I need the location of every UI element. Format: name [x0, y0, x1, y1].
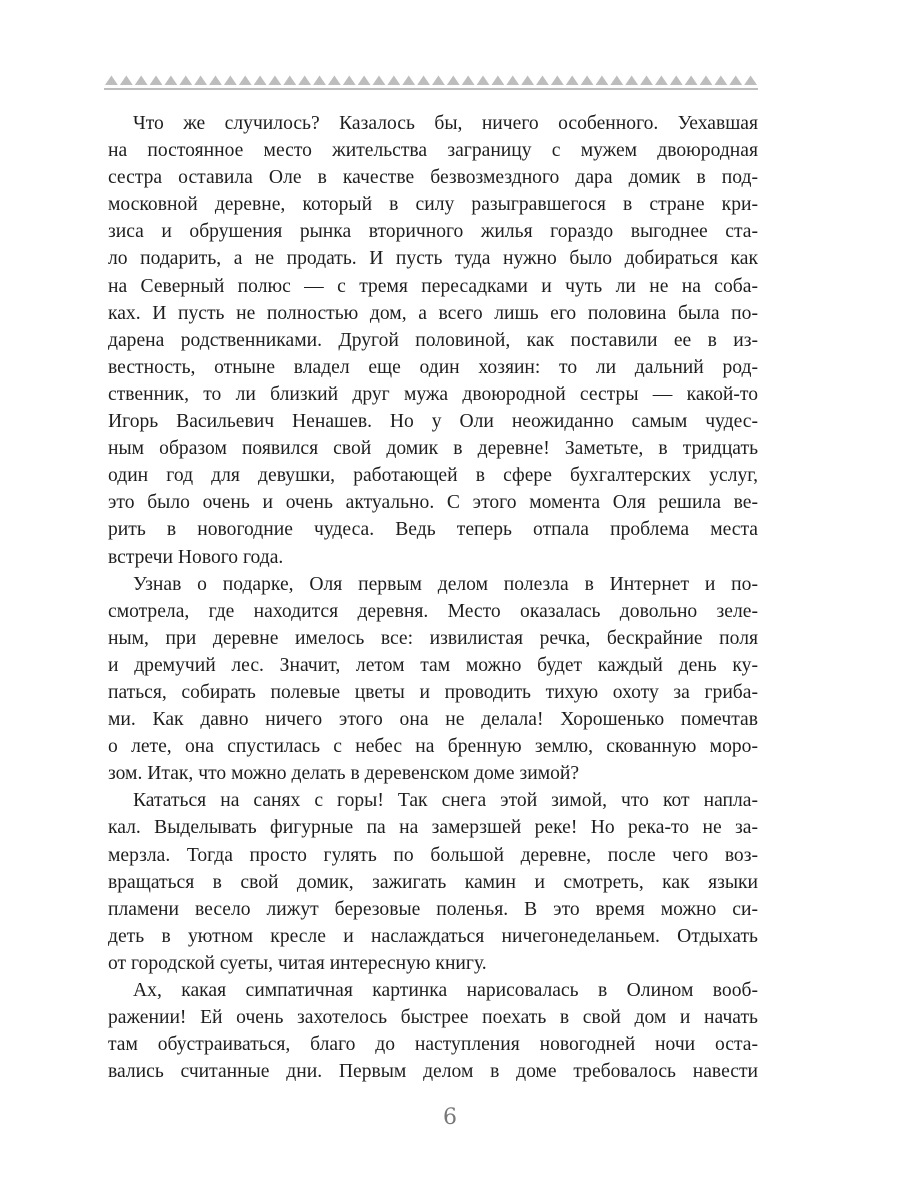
decorative-header-border [104, 74, 758, 92]
text-line: дарена родственниками. Другой половиной, как поставили ее в из- [108, 329, 758, 351]
text-line: это было очень и очень актуально. С этого момента Оля решила ве- [108, 492, 758, 514]
text-line: зиса и обрушения рынка вторичного жилья гораздо выгоднее ста- [108, 221, 758, 243]
text-line: ным, при деревне имелось все: извилистая речка, бескрайние поля [108, 627, 758, 649]
text-line: деть в уютном кресле и наслаждаться ничегонеделаньем. Отдыхать [108, 925, 758, 947]
text-line: зом. Итак, что можно делать в деревенском доме зимой? [108, 763, 580, 785]
text-line: ным образом появился свой домик в деревне! Заметьте, в тридцать [108, 438, 758, 460]
text-line: Что же случилось? Казалось бы, ничего особенного. Уехавшая [133, 113, 758, 134]
text-line: паться, собирать полевые цветы и проводить тихую охоту за гриба- [108, 681, 758, 703]
text-line: от городской суеты, читая интересную книгу. [108, 952, 487, 974]
text-line: пламени весело лижут березовые поленья. В это время можно си- [108, 898, 758, 920]
text-line: и дремучий лес. Значит, летом там можно будет каждый день ку- [108, 654, 758, 676]
text-line: вестность, отныне владел еще один хозяин: то ли дальний род- [108, 356, 758, 378]
text-line: один год для девушки, работающей в сфере бухгалтерских услуг, [108, 465, 758, 487]
paragraph [108, 571, 758, 788]
page-number: 6 [443, 1105, 457, 1130]
text-line: Игорь Васильевич Ненашев. Но у Оли неожиданно самым чудес- [108, 411, 758, 433]
text-line: смотрела, где находится деревня. Место оказалась довольно зеле- [108, 600, 758, 622]
zigzag-border-icon [104, 74, 758, 92]
text-line: кал. Выделывать фигурные па на замерзшей реке! Но река-то не за- [108, 817, 758, 839]
text-line: вались считанные дни. Первым делом в доме требовалось навести [108, 1061, 758, 1083]
text-line: вращаться в свой домик, зажигать камин и смотреть, как языки [108, 871, 758, 893]
text-line: на постоянное место жительства заграницу с мужем двоюродная [108, 140, 758, 162]
text-line: Ах, какая симпатичная картинка нарисовалась в Олином вооб- [133, 980, 758, 1001]
paragraph [108, 977, 758, 1085]
text-line: ми. Как давно ничего этого она не делала! Хорошенько помечтав [108, 709, 758, 731]
text-line: Узнав о подарке, Оля первым делом полезла в Интернет и по- [133, 573, 758, 595]
paragraph [108, 787, 758, 977]
text-line: ло подарить, а не продать. И пусть туда нужно было добираться как [108, 248, 758, 270]
text-line: ражении! Ей очень захотелось быстрее поехать в свой дом и начать [108, 1007, 758, 1029]
text-line: ственник, то ли близкий друг мужа двоюродной сестры — какой-то [108, 383, 758, 405]
text-line: московной деревне, который в силу разыгравшегося в стране кри- [108, 194, 758, 216]
text-line: там обустраиваться, благо до наступления новогодней ночи оста- [108, 1034, 758, 1056]
text-line: сестра оставила Оле в качестве безвозмездного дара домик в под- [108, 167, 758, 189]
text-line: мерзла. Тогда просто гулять по большой деревне, после чего воз- [108, 844, 758, 866]
body-text [108, 110, 758, 1085]
paragraph [108, 110, 758, 571]
text-line: Кататься на санях с горы! Так снега этой зимой, что кот напла- [133, 790, 758, 812]
text-line: о лете, она спустилась с небес на бренную землю, скованную моро- [108, 736, 758, 758]
text-line: встречи Нового года. [108, 546, 284, 568]
text-line: на Северный полюс — с тремя пересадками и чуть ли не на соба- [108, 275, 758, 297]
text-line: рить в новогодние чудеса. Ведь теперь отпала проблема места [108, 519, 758, 541]
text-line: ках. И пусть не полностью дом, а всего лишь его половина была по- [108, 302, 758, 324]
